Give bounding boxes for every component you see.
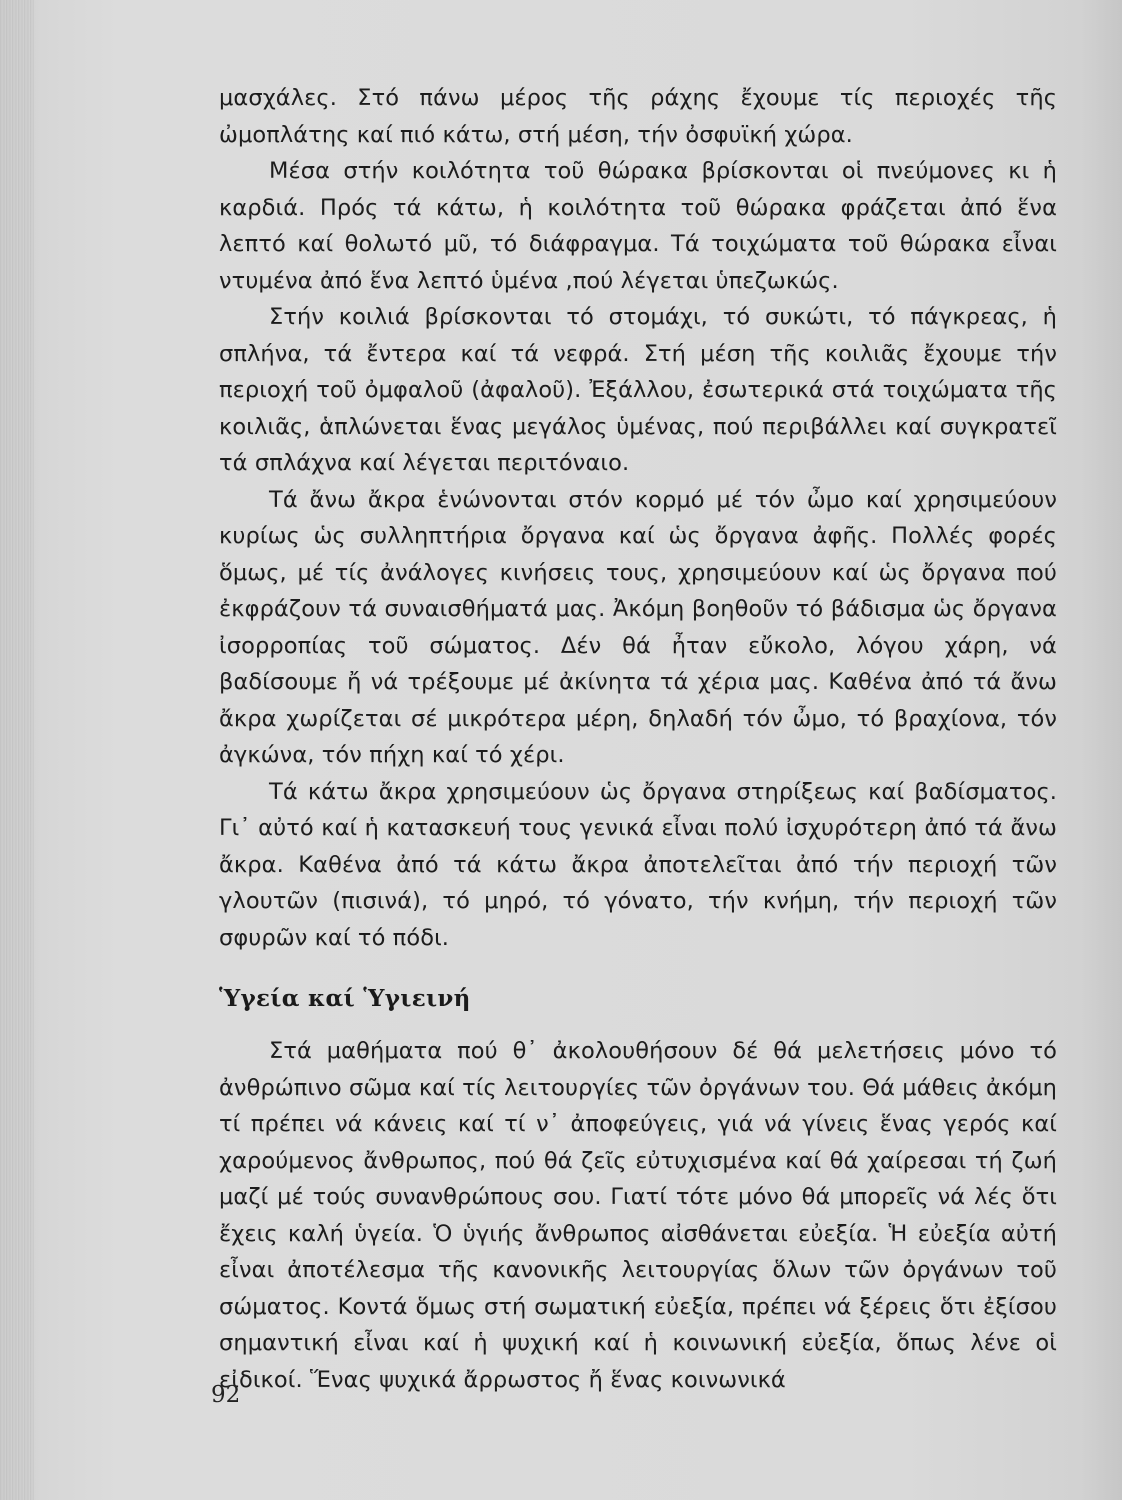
- section-heading: Ὑγεία καί Ὑγιεινή: [219, 985, 471, 1012]
- paragraph-shoulder-back: μασχάλες. Στό πάνω μέρος τῆς ράχης ἔχουμε τίς περιοχές τῆς ὠμοπλάτης καί πιό κάτω, στή μέση, τήν ὀσφυϊκή χώρα.: [219, 85, 1057, 148]
- page-stack-edge: [0, 0, 34, 1500]
- paragraph-health: Στά μαθήματα πού θ᾽ ἀκολουθήσουν δέ θά μελετήσεις μόνο τό ἀνθρώπινο σῶμα καί τίς λειτουργίες τῶν ὀργάνων του. Θά μάθεις ἀκόμη τί πρέπει νά κάνεις καί τί ν᾽ ἀποφεύγεις, γιά νά γίνεις ἕνας γερός καί χαρούμενος ἄνθρωπος, πού θά ζεῖς εὐτυχισμένα καί θά χαίρεσαι τή ζωή μαζί μέ τούς συνανθρώπους σου. Γιατί τότε μόνο θά μπορεῖς νά λές ὅτι ἔχεις καλή ὑγεία. Ὁ ὑγιής ἄνθρωπος αἰσθάνεται εὐεξία. Ἡ εὐεξία αὐτή εἶναι ἀποτέλεσμα τῆς κανονικῆς λειτουργίας ὅλων τῶν ὀργάνων τοῦ σώματος. Κοντά ὅμως στή σωματική εὐεξία, πρέπει νά ξέρεις ὅτι ἐξίσου σημαντική εἶναι καί ἡ ψυχική καί ἡ κοινωνική εὐεξία, ὅπως λένε οἱ εἰδικοί. Ἕνας ψυχικά ἄρρωστος ἤ ἕνας κοινωνικά: [219, 1038, 1057, 1393]
- paragraph-upper-limbs: Τά ἄνω ἄκρα ἑνώνονται στόν κορμό μέ τόν ὦμο καί χρησιμεύουν κυρίως ὡς συλληπτήρια ὄργανα καί ὡς ὄργανα ἀφῆς. Πολλές φορές ὅμως, μέ τίς ἀνάλογες κινήσεις τους, χρησιμεύουν καί ὡς ὄργανα πού ἐκφράζουν τά συναισθήματά μας. Ἀκόμη βοηθοῦν τό βάδισμα ὡς ὄργανα ἰσορροπίας τοῦ σώματος. Δέν θά ἦταν εὔκολο, λόγου χάρη, νά βαδίσουμε ἤ νά τρέξουμε μέ ἀκίνητα τά χέρια μας. Καθένα ἀπό τά ἄνω ἄκρα χωρίζεται σέ μικρότερα μέρη, δηλαδή τόν ὦμο, τό βραχίονα, τόν ἀγκώνα, τόν πήχη καί τό χέρι.: [219, 486, 1057, 768]
- paragraph-thorax: Μέσα στήν κοιλότητα τοῦ θώρακα βρίσκονται οἱ πνεύμονες κι ἡ καρδιά. Πρός τά κάτω, ἡ κοιλότητα τοῦ θώρακα φράζεται ἀπό ἕνα λεπτό καί θολωτό μῦ, τό διάφραγμα. Τά τοιχώματα τοῦ θώρακα εἶναι ντυμένα ἀπό ἕνα λεπτό ὑμένα ,πού λέγεται ὑπεζωκώς.: [219, 158, 1057, 294]
- body-text: [219, 80, 1057, 1398]
- paragraph-abdomen: Στήν κοιλιά βρίσκονται τό στομάχι, τό συκώτι, τό πάγκρεας, ἡ σπλήνα, τά ἔντερα καί τά νεφρά. Στή μέση τῆς κοιλιᾶς ἔχουμε τήν περιοχή τοῦ ὀμφαλοῦ (ἀφαλοῦ). Ἐξάλλου, ἐσωτερικά στά τοιχώματα τῆς κοιλιᾶς, ἁπλώνεται ἕνας μεγάλος ὑμένας, πού περιβάλλει καί συγκρατεῖ τά σπλάχνα καί λέγεται περιτόναιο.: [219, 304, 1057, 476]
- page-number: 92: [211, 1382, 241, 1408]
- paragraph-lower-limbs: Τά κάτω ἄκρα χρησιμεύουν ὡς ὄργανα στηρίξεως καί βαδίσματος. Γι᾽ αὐτό καί ἡ κατασκευή τους γενικά εἶναι πολύ ἰσχυρότερη ἀπό τά ἄνω ἄκρα. Καθένα ἀπό τά κάτω ἄκρα ἀποτελεῖται ἀπό τήν περιοχή τῶν γλουτῶν (πισινά), τό μηρό, τό γόνατο, τήν κνήμη, τήν περιοχή τῶν σφυρῶν καί τό πόδι.: [219, 778, 1057, 951]
